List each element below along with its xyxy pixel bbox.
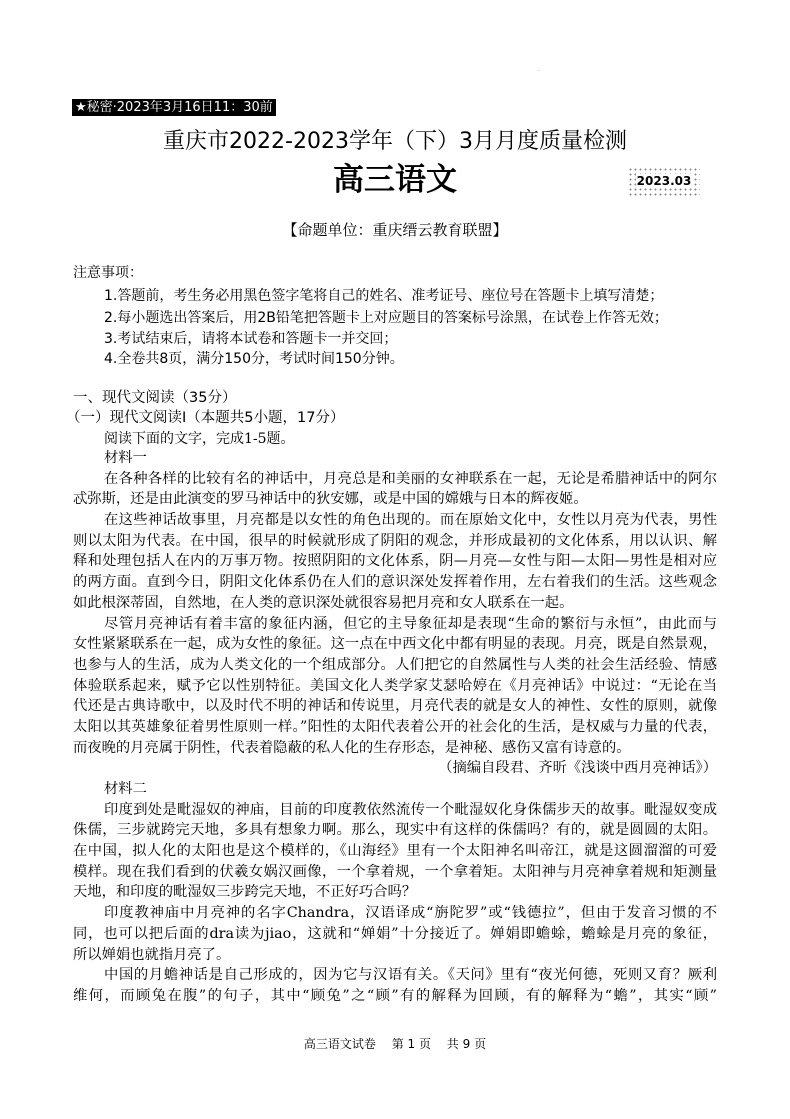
paragraph-line: 同，也可以把后面的dra读为jiao，这就和“婵娟”十分接近了。婵娟即蟾蜍，蟾蜍是月亮的象征， <box>73 925 717 942</box>
paragraph-line: 的两方面。直到今日，阴阳文化体系仍在人们的意识深处发挥着作用，左右着我们的生活。这些观念 <box>73 574 717 591</box>
note-item: 1.答题前，考生务必用黑色签字笔将自己的姓名、准考证号、座位号在答题卡上填写清楚； <box>104 288 664 304</box>
note-item: 4.全卷共8页，满分150分，考试时间150分钟。 <box>104 351 404 367</box>
reading-passage <box>73 448 717 1007</box>
reading-instruction: 阅读下面的文字，完成1-5题。 <box>104 431 295 447</box>
paragraph-line: 维何，而顾兔在腹”的句子，其中“顾兔”之“顾”有的解释为回顾，有的解释为“蟾”，其实“顾” <box>73 987 717 1004</box>
paragraph-line: 模样。现在我们看到的伏羲女娲汉画像，一个拿着规，一个拿着矩。太阳神与月亮神拿着规和矩测量 <box>73 863 717 880</box>
paragraph-line: 也参与人的生活，成为人类文化的一个组成部分。人们把它的自然属性与人类的社会生活经验、情感 <box>73 656 717 673</box>
paragraph-line: 太阳以其英雄象征着男性原则一样。”阳性的太阳代表着公开的社会化的生活，是权威与力量的代表， <box>73 718 717 735</box>
paragraph-line: 体验联系起来，赋予它以性别特征。美国文化人类学家艾瑟哈婷在《月亮神话》中说过：“无论在当 <box>73 677 717 694</box>
note-item: 3.考试结束后，请将本试卷和答题卡一并交回； <box>104 331 398 347</box>
section-subtitle: （一）现代文阅读Ⅰ（本题共5小题，17分） <box>66 410 345 426</box>
paragraph-line: 则以太阳为代表。在中国，很早的时候就形成了阴阳的观念，并形成最初的文化体系，用以认识、解 <box>73 532 717 549</box>
scan-dot: . <box>538 66 540 73</box>
paragraph-line: 释和处理包括人在内的万事万物。按照阴阳的文化体系，阴—月亮—女性与阳—太阳—男性是相对应 <box>73 553 717 570</box>
paragraph-line: 忒弥斯，还是由此演变的罗马神话中的狄安娜，或是中国的嫦娥与日本的辉夜姬。 <box>73 491 588 508</box>
paragraph-line: 在各种各样的比较有名的神话中，月亮总是和美丽的女神联系在一起，无论是希腊神话中的阿尔 <box>104 470 717 487</box>
exam-title: 重庆市2022-2023学年（下）3月月度质量检测 <box>163 129 627 154</box>
subject-title: 高三语文 <box>333 162 457 198</box>
section-title: 一、现代文阅读（35分） <box>73 390 237 406</box>
paragraph-line: 代还是古典诗歌中，以及时代不明的神话和传说里，月亮代表的就是女人的神性、女性的原则，就像 <box>73 698 717 715</box>
authoring-unit: 【命题单位：重庆缙云教育联盟】 <box>282 221 508 239</box>
paragraph-line: 而夜晚的月亮属于阴性，代表着隐蔽的私人化的生存形态，是神秘、感伤又富有诗意的。 <box>73 739 631 756</box>
paragraph-line: 天地，和印度的毗湿奴三步跨完天地，不正好巧合吗？ <box>73 884 417 901</box>
date-stamp-text: 2023.03 <box>636 174 692 188</box>
paragraph-line: 如此根深蒂固，自然地，在人类的意识深处就很容易把月亮和女人联系在一起。 <box>73 594 574 611</box>
note-item: 2.每小题选出答案后，用2B铅笔把答题卡上对应题目的答案标号涂黑，在试卷上作答无效； <box>104 310 668 326</box>
page-footer: 高三语文试卷 第 1 页 共 9 页 <box>303 1037 487 1051</box>
date-stamp <box>628 167 700 196</box>
material-heading: 材料一 <box>104 450 147 466</box>
paragraph-line: 女性紧紧联系在一起，成为女性的象征。这一点在中西文化中都有明显的表现。月亮，既是自然景观， <box>73 636 717 653</box>
paragraph-line: 在中国，拟人化的太阳也是这个模样的，《山海经》里有一个太阳神名叫帝江，就是这圆溜溜的可爱 <box>73 843 717 860</box>
paragraph-line: 在这些神话故事里，月亮都是以女性的角色出现的。而在原始文化中，女性以月亮为代表，男性 <box>104 512 717 529</box>
notes-heading: 注意事项： <box>73 265 143 281</box>
source-citation: （摘编自段君、齐昕《浅谈中西月亮神话》） <box>438 760 717 777</box>
paragraph-line: 侏儒，三步就跨完天地，多具有想象力啊。那么，现实中有这样的侏儒吗？有的，就是圆圆的太阳。 <box>73 822 717 839</box>
paragraph-line: 印度教神庙中月亮神的名字Chandra，汉语译成“旃陀罗”或“钱德拉”，但由于发音习惯的不 <box>104 905 717 922</box>
paragraph-line: 尽管月亮神话有着丰富的象征内涵，但它的主导象征却是表现“生命的繁衍与永恒”，由此而与 <box>104 615 717 632</box>
confidential-tag: ★秘密·2023年3月16日11：30前 <box>72 99 276 116</box>
paragraph-line: 印度到处是毗湿奴的神庙，目前的印度教依然流传一个毗湿奴化身侏儒步天的故事。毗湿奴变成 <box>104 801 717 818</box>
material-heading: 材料二 <box>104 781 147 797</box>
paragraph-line: 中国的月蟾神话是自己形成的，因为它与汉语有关。《天问》里有“夜光何德，死则又育？厥利 <box>104 967 717 984</box>
paragraph-line: 所以婵娟也就指月亮了。 <box>73 946 231 963</box>
